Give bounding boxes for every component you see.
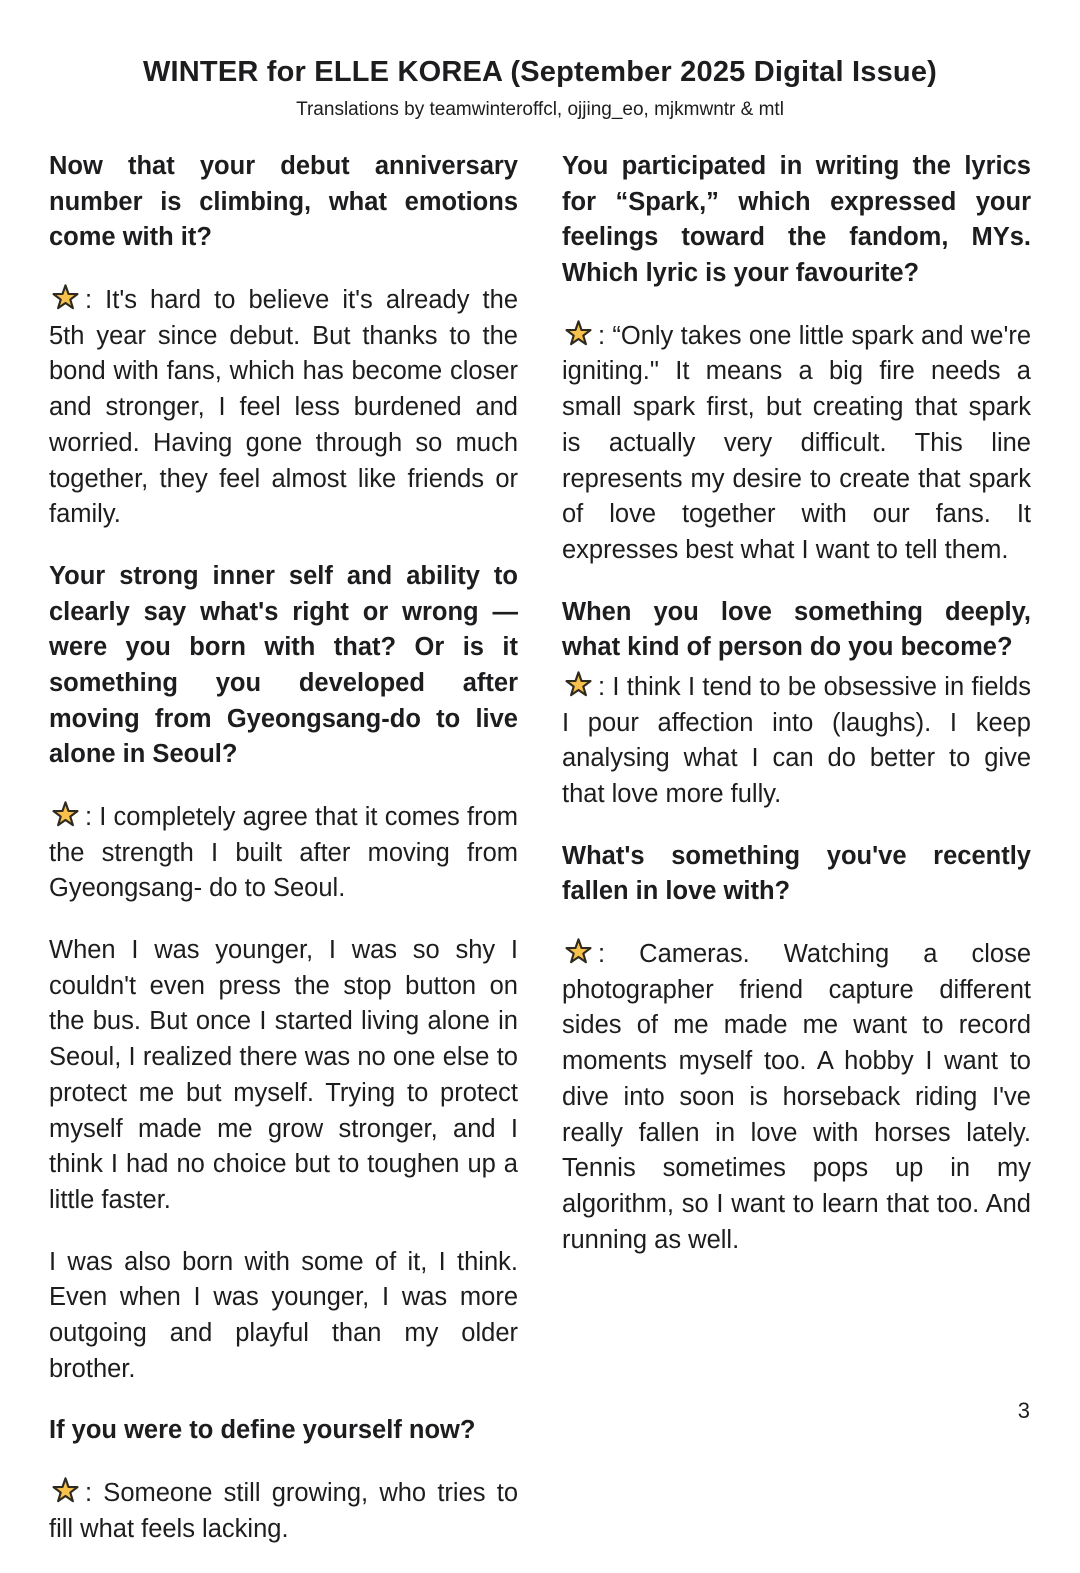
interview-answer: : I completely agree that it comes from the strength I built after moving from Gyeongsang- do to Seoul. [49,799,518,907]
interview-answer: : Cameras. Watching a close photographer friend capture different sides of me made me want to record moments myself too. A hobby I want to dive into soon is horseback riding I've really fallen in love with horses lately. Tennis sometimes pops up in my algorithm, so I want to learn that too. And running as well. [562,936,1031,1258]
star-icon [562,936,595,967]
star-icon [49,282,82,313]
interview-question: If you were to define yourself now? [49,1416,476,1445]
interview-paragraph: I was also born with some of it, I think. Even when I was younger, I was more outgoing and playful than my older brother. [49,1247,518,1383]
interview-content [0,149,1080,1573]
star-icon [49,1475,82,1506]
left-column [49,149,518,1573]
interview-answer: : “Only takes one little spark and we're igniting." It means a big fire needs a small spark first, but creating that spark is actually very difficult. This line represents my desire to create that spark of love together with our fans. It expresses best what I want to tell them. [562,318,1031,569]
interview-answer: : I think I tend to be obsessive in fields I pour affection into (laughs). I keep analysing what I can do better to give that love more fully. [562,669,1031,813]
interview-answer: : It's hard to believe it's already the 5th year since debut. But thanks to the bond with fans, which has become closer and stronger, I feel less burdened and worried. Having gone through so much together, they feel almost like friends or family. [49,282,518,533]
interview-question: What's something you've recently fallen in love with? [562,841,1031,906]
star-icon [562,669,595,700]
page-number: 3 [1017,1398,1030,1423]
interview-question: When you love something deeply, what kind of person do you become? [562,597,1031,662]
star-icon [562,318,595,349]
interview-question: Your strong inner self and ability to clearly say what's right or wrong — were you born with that? Or is it something you developed after moving from Gyeongsang-do to live alone in Seoul? [49,561,518,769]
interview-question: Now that your debut anniversary number is climbing, what emotions come with it? [49,152,518,252]
page-subtitle: Translations by teamwinteroffcl, ojjing_eo, mjkmwntr & mtl [296,99,784,120]
interview-paragraph: When I was younger, I was so shy I couldn't even press the stop button on the bus. But once I started living alone in Seoul, I realized there was no one else to protect me but myself. Trying to protect myself made me grow stronger, and I think I had no choice but to toughen up a little faster. [49,936,518,1214]
right-column [562,149,1031,1573]
page-title: WINTER for ELLE KOREA (September 2025 Digital Issue) [142,56,938,88]
interview-answer: : Someone still growing, who tries to fill what feels lacking. [49,1475,518,1547]
header [0,0,1080,121]
star-icon [49,799,82,830]
interview-question: You participated in writing the lyrics for “Spark,” which expressed your feelings toward the fandom, MYs. Which lyric is your favourite? [562,152,1031,288]
